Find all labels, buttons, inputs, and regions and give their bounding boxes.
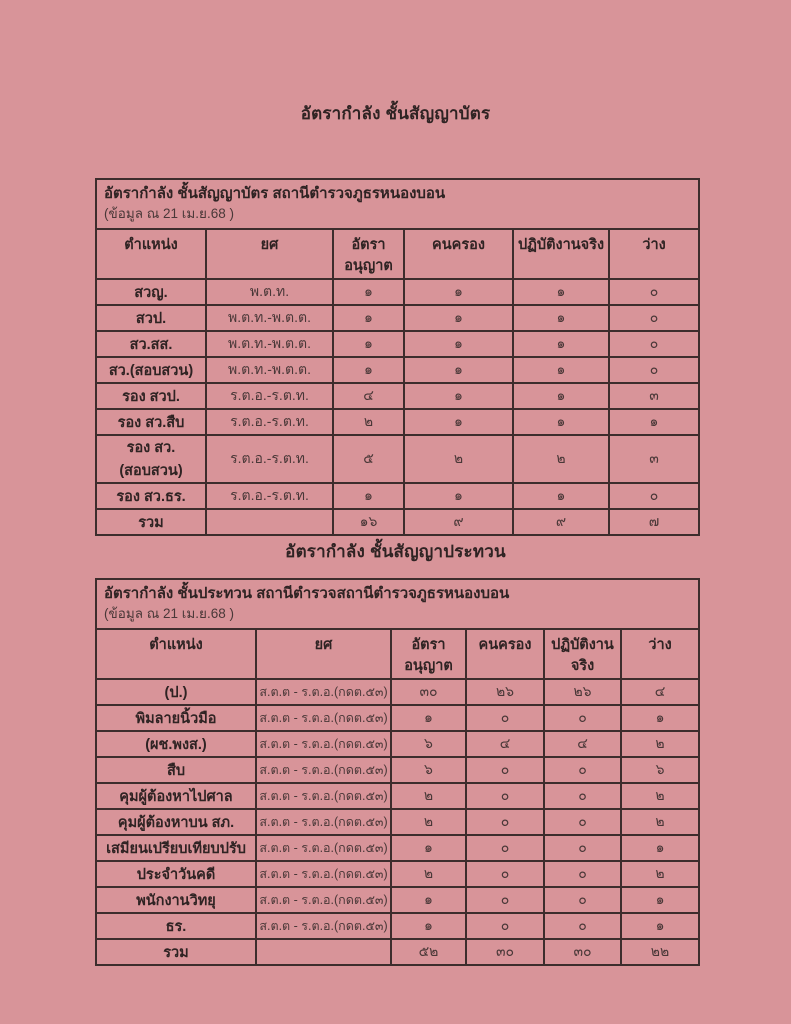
table-cell: ๑ [333,483,404,509]
table-row [96,783,699,809]
table-cell: รวม [96,939,256,965]
table-cell: รวม [96,509,206,535]
table-caption-cell [96,579,699,629]
table-caption-row [96,579,699,629]
table-cell: ส.ต.ต - ร.ต.อ.(กดต.๕๓) [256,913,391,939]
header-vacant: ว่าง [621,629,699,679]
table-row [96,679,699,705]
table-cell: ๒๒ [621,939,699,965]
table-cell [256,939,391,965]
table-cell: ๑ [621,913,699,939]
header-occupied: คนครอง [466,629,544,679]
table-cell: ส.ต.ต - ร.ต.อ.(กดต.๕๓) [256,705,391,731]
table-cell [206,509,333,535]
table-cell: ๒ [404,435,513,483]
table-cell: ๓ [609,383,699,409]
table-cell: รอง สว.(สอบสวน) [96,435,206,483]
table-cell: เสมียนเปรียบเทียบปรับ [96,835,256,861]
table-cell: ๐ [466,861,544,887]
table-cell: ๑ [391,705,466,731]
table-row [96,809,699,835]
table-cell: ๑ [621,705,699,731]
table-row [96,861,699,887]
table-cell: ๑๖ [333,509,404,535]
table-cell: ส.ต.ต - ร.ต.อ.(กดต.๕๓) [256,783,391,809]
table-cell: ๓ [609,435,699,483]
table-cell: ร.ต.อ.-ร.ต.ท. [206,435,333,483]
table-row [96,483,699,509]
table-cell: ๑ [513,331,609,357]
table-cell: ๒๖ [466,679,544,705]
table-cell: ๐ [609,357,699,383]
table-cell: พ.ต.ท. [206,279,333,305]
table-subcaption: (ข้อมูล ณ 21 เม.ย.68 ) [104,606,234,622]
table-cell: ๓๐ [544,939,621,965]
table-cell: ๑ [404,279,513,305]
table-cell: ๒ [621,783,699,809]
table-cell: ๐ [466,783,544,809]
table-cell: ๑ [333,331,404,357]
table-header-row [96,629,699,679]
table-cell: ส.ต.ต - ร.ต.อ.(กดต.๕๓) [256,757,391,783]
header-actual-duty: ปฏิบัติงานจริง [513,229,609,279]
header-authorized: อัตรา อนุญาต [391,629,466,679]
header-occupied: คนครอง [404,229,513,279]
table-cell: ๕ [333,435,404,483]
table-cell: ๐ [544,861,621,887]
commissioned-table-body [96,279,699,535]
table-cell: รอง สว.สืบ [96,409,206,435]
table-row [96,939,699,965]
table-cell: ส.ต.ต - ร.ต.อ.(กดต.๕๓) [256,731,391,757]
table-cell: ๐ [609,279,699,305]
table-row [96,757,699,783]
commissioned-officers-table [95,178,700,536]
table-cell: ๑ [391,835,466,861]
table-row [96,305,699,331]
table-row [96,409,699,435]
table-cell: ๗ [609,509,699,535]
table-cell: ร.ต.อ.-ร.ต.ท. [206,483,333,509]
table-cell: ๑ [621,835,699,861]
table-cell: ธร. [96,913,256,939]
table-cell: ๙ [513,509,609,535]
table-cell: ๒ [391,783,466,809]
table-cell: ๑ [391,887,466,913]
table-row [96,279,699,305]
table-cell: ๐ [609,331,699,357]
nco-table-body [96,679,699,965]
nco-table [95,578,700,966]
header-vacant: ว่าง [609,229,699,279]
table-cell: ๑ [404,331,513,357]
table-cell: สว.สส. [96,331,206,357]
table-cell: ๐ [466,913,544,939]
table-cell: ๒ [391,861,466,887]
table-cell: ๐ [544,809,621,835]
table-cell: ๐ [544,887,621,913]
table-cell: ๔ [544,731,621,757]
table-cell: พ.ต.ท.-พ.ต.ต. [206,305,333,331]
table-header-row [96,229,699,279]
table-row [96,509,699,535]
table-cell: ๐ [544,705,621,731]
table-cell: ๐ [466,705,544,731]
table-cell: ๓๐ [466,939,544,965]
table-cell: พ.ต.ท.-พ.ต.ต. [206,331,333,357]
table-cell: ประจำวันคดี [96,861,256,887]
table-row [96,731,699,757]
header-rank: ยศ [206,229,333,279]
table-cell: ๐ [466,887,544,913]
table-cell: ๐ [609,305,699,331]
table-cell: ๑ [404,305,513,331]
table-cell: ๐ [466,835,544,861]
table-row [96,705,699,731]
table-caption-row [96,179,699,229]
table-cell: คุมผู้ต้องหาบน สภ. [96,809,256,835]
table-cell: ส.ต.ต - ร.ต.อ.(กดต.๕๓) [256,679,391,705]
page-title-commissioned: อัตรากำลัง ชั้นสัญญาบัตร [300,104,491,123]
table-cell: ๑ [513,305,609,331]
table-cell: ๕๒ [391,939,466,965]
table-cell: ๔ [466,731,544,757]
table-cell: (ผช.พงส.) [96,731,256,757]
table-cell: พนักงานวิทยุ [96,887,256,913]
header-position: ตำแหน่ง [96,229,206,279]
table-cell: ๓๐ [391,679,466,705]
table-cell: รอง สวป. [96,383,206,409]
table-cell: ๐ [466,809,544,835]
table-cell: ส.ต.ต - ร.ต.อ.(กดต.๕๓) [256,835,391,861]
table-cell: ร.ต.อ.-ร.ต.ท. [206,383,333,409]
table-cell: ๑ [513,483,609,509]
table-cell: ๑ [404,383,513,409]
table-cell: ๐ [544,783,621,809]
table-row [96,383,699,409]
page-title-ncos: อัตรากำลัง ชั้นสัญญาประทวน [285,542,506,561]
table-cell: ๑ [513,279,609,305]
table-cell: สวญ. [96,279,206,305]
table-cell: ๒๖ [544,679,621,705]
table-caption: อัตรากำลัง ชั้นประทวน สถานีตำรวจสถานีตำรวจภูธรหนองบอน [104,585,510,602]
table-row [96,435,699,483]
table-cell: ๖ [621,757,699,783]
table-cell: ๖ [391,757,466,783]
table-cell: รอง สว.ธร. [96,483,206,509]
table-cell: สว.(สอบสวน) [96,357,206,383]
table-cell: ๑ [404,483,513,509]
table-cell: ๑ [513,383,609,409]
table-cell: ๖ [391,731,466,757]
header-position: ตำแหน่ง [96,629,256,679]
table-cell: ๙ [404,509,513,535]
table-cell: ๒ [621,731,699,757]
table-cell: ร.ต.อ.-ร.ต.ท. [206,409,333,435]
table-subcaption: (ข้อมูล ณ 21 เม.ย.68 ) [104,206,234,222]
table-cell: สืบ [96,757,256,783]
table-cell: คุมผู้ต้องหาไปศาล [96,783,256,809]
table-cell: ๑ [513,409,609,435]
table-cell: ๑ [333,357,404,383]
table-cell: ๑ [333,305,404,331]
table-caption: อัตรากำลัง ชั้นสัญญาบัตร สถานีตำรวจภูธรหนองบอน [104,185,446,202]
table-cell: ๒ [621,861,699,887]
table-cell: ๑ [404,409,513,435]
table-row [96,887,699,913]
table-cell: ๐ [544,835,621,861]
table-cell: ๔ [621,679,699,705]
table-cell: ๑ [404,357,513,383]
table-cell: ๑ [609,409,699,435]
table-cell: ๑ [333,279,404,305]
table-cell: ๐ [544,757,621,783]
table-cell: ๑ [391,913,466,939]
table-cell: ส.ต.ต - ร.ต.อ.(กดต.๕๓) [256,887,391,913]
table-cell: ๒ [333,409,404,435]
table-row [96,331,699,357]
table-row [96,835,699,861]
table-cell: ๒ [513,435,609,483]
table-cell: (ป.) [96,679,256,705]
table-cell: สวป. [96,305,206,331]
table-cell: ๑ [513,357,609,383]
table-row [96,913,699,939]
table-cell: ๐ [466,757,544,783]
table-row [96,357,699,383]
header-rank: ยศ [256,629,391,679]
header-authorized: อัตรา อนุญาต [333,229,404,279]
table-cell: ๐ [544,913,621,939]
table-cell: ๒ [391,809,466,835]
table-cell: ๒ [621,809,699,835]
table-cell: ส.ต.ต - ร.ต.อ.(กดต.๕๓) [256,861,391,887]
table-caption-cell [96,179,699,229]
table-cell: พ.ต.ท.-พ.ต.ต. [206,357,333,383]
table-cell: ๐ [609,483,699,509]
table-cell: พิมลายนิ้วมือ [96,705,256,731]
table-cell: ส.ต.ต - ร.ต.อ.(กดต.๕๓) [256,809,391,835]
table-cell: ๔ [333,383,404,409]
table-cell: ๑ [621,887,699,913]
header-actual-duty: ปฏิบัติงาน จริง [544,629,621,679]
